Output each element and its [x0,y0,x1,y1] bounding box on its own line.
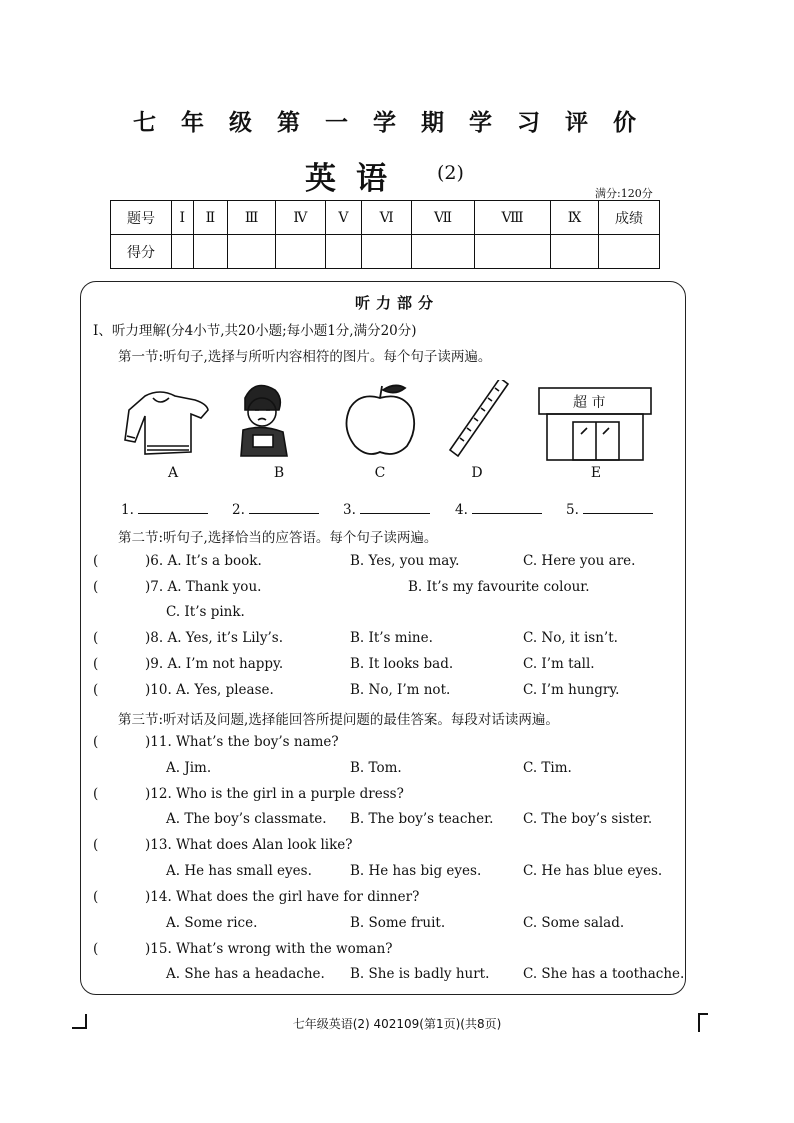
option-c: C. Some salad. [523,915,625,931]
question-15: )15. What’s wrong with the woman? [145,941,393,957]
option-b: B. Some fruit. [350,915,446,931]
part1-instructions: Ⅰ、听力理解(分4小节,共20小题;每小题1分,满分20分) [93,323,417,339]
full-score: 满分:120分 [595,187,653,200]
answer-paren[interactable]: ( [93,786,99,802]
option-c: C. It’s pink. [166,604,245,620]
picture-label-d: D [471,465,483,481]
question-13: )13. What does Alan look like? [145,837,353,853]
answer-paren[interactable]: ( [93,837,99,853]
answer-paren[interactable]: ( [93,682,99,698]
score-header-cell: 成绩 [599,201,660,235]
option-b: B. Yes, you may. [350,553,460,569]
picture-label-c: C [374,465,386,481]
subject-number: (2) [437,162,464,184]
question-7: )7. A. Thank you. [145,579,262,595]
sweater-icon [125,392,208,454]
option-b: B. She is badly hurt. [350,966,490,982]
answer-paren[interactable]: ( [93,656,99,672]
answer-paren[interactable]: ( [93,734,99,750]
page-title: 七年级第一学期学习评价 [133,109,661,136]
score-cell [551,235,599,269]
option-c: C. Here you are. [523,553,636,569]
picture-label-b: B [273,465,285,481]
sub2-instructions: 第二节:听句子,选择恰当的应答语。每个句子读两遍。 [118,530,438,546]
score-header-cell: 题号 [111,201,172,235]
answer-paren[interactable]: ( [93,889,99,905]
ruler-icon [450,380,508,456]
answer-blank-3[interactable] [343,501,430,518]
score-header-cell: Ⅰ [172,201,194,235]
blank-line [583,501,653,514]
blank-number: 2. [232,502,245,518]
supermarket-sign: 超 市 [573,395,606,411]
score-row-label: 得分 [111,235,172,269]
option-c: C. No, it isn’t. [523,630,618,646]
option-a: A. The boy’s classmate. [166,811,327,827]
score-cell [362,235,412,269]
option-b: B. It’s my favourite colour. [408,579,590,595]
score-cell [412,235,475,269]
option-b: B. He has big eyes. [350,863,482,879]
score-cell [172,235,194,269]
blank-number: 4. [455,502,468,518]
question-9: )9. A. I’m not happy. [145,656,284,672]
option-c: C. The boy’s sister. [523,811,653,827]
score-header-cell: Ⅵ [362,201,412,235]
option-c: C. I’m hungry. [523,682,620,698]
answer-blank-5[interactable] [566,501,653,518]
question-10: )10. A. Yes, please. [145,682,274,698]
blank-line [472,501,542,514]
answer-paren[interactable]: ( [93,579,99,595]
score-cell [228,235,276,269]
question-11: )11. What’s the boy’s name? [145,734,339,750]
answer-blank-4[interactable] [455,501,542,518]
option-b: B. Tom. [350,760,402,776]
answer-paren[interactable]: ( [93,630,99,646]
subject-title: 英语 [305,161,407,197]
answer-paren[interactable]: ( [93,941,99,957]
option-a: A. He has small eyes. [166,863,312,879]
option-a: A. Jim. [166,760,212,776]
blank-line [138,501,208,514]
score-table [110,200,660,269]
option-c: C. I’m tall. [523,656,595,672]
page-footer: 七年级英语(2) 402109(第1页)(共8页) [292,1017,502,1031]
score-cell [193,235,228,269]
picture-label-e: E [590,465,602,481]
option-b: B. It’s mine. [350,630,433,646]
score-header-cell: Ⅸ [551,201,599,235]
answer-blank-2[interactable] [232,501,319,518]
option-b: B. It looks bad. [350,656,454,672]
option-b: B. No, I’m not. [350,682,451,698]
blank-number: 3. [343,502,356,518]
apple-icon [346,385,414,454]
blank-number: 5. [566,502,579,518]
score-value-row [111,235,660,269]
score-header-cell: Ⅲ [228,201,276,235]
question-6: )6. A. It’s a book. [145,553,262,569]
score-header-cell: Ⅳ [276,201,325,235]
option-c: C. She has a toothache. [523,966,685,982]
option-b: B. The boy’s teacher. [350,811,494,827]
sub1-instructions: 第一节:听句子,选择与所听内容相符的图片。每个句子读两遍。 [118,349,492,365]
score-header-cell: Ⅴ [325,201,362,235]
blank-line [360,501,430,514]
score-cell [276,235,325,269]
question-8: )8. A. Yes, it’s Lily’s. [145,630,283,646]
score-cell [599,235,660,269]
score-header-row [111,201,660,235]
blank-number: 1. [121,502,134,518]
score-cell [474,235,550,269]
score-header-cell: Ⅶ [412,201,475,235]
boy-icon [241,386,287,457]
answer-blank-1[interactable] [121,501,208,518]
section-title: 听力部分 [354,294,439,312]
answer-paren[interactable]: ( [93,553,99,569]
score-header-cell: Ⅷ [474,201,550,235]
option-a: A. Some rice. [166,915,258,931]
question-14: )14. What does the girl have for dinner? [145,889,420,905]
sub3-instructions: 第三节:听对话及问题,选择能回答所提问题的最佳答案。每段对话读两遍。 [118,712,559,728]
option-c: C. He has blue eyes. [523,863,663,879]
question-12: )12. Who is the girl in a purple dress? [145,786,404,802]
picture-label-a: A [167,465,179,481]
blank-line [249,501,319,514]
option-a: A. She has a headache. [166,966,325,982]
score-header-cell: Ⅱ [193,201,228,235]
option-c: C. Tim. [523,760,572,776]
score-cell [325,235,362,269]
